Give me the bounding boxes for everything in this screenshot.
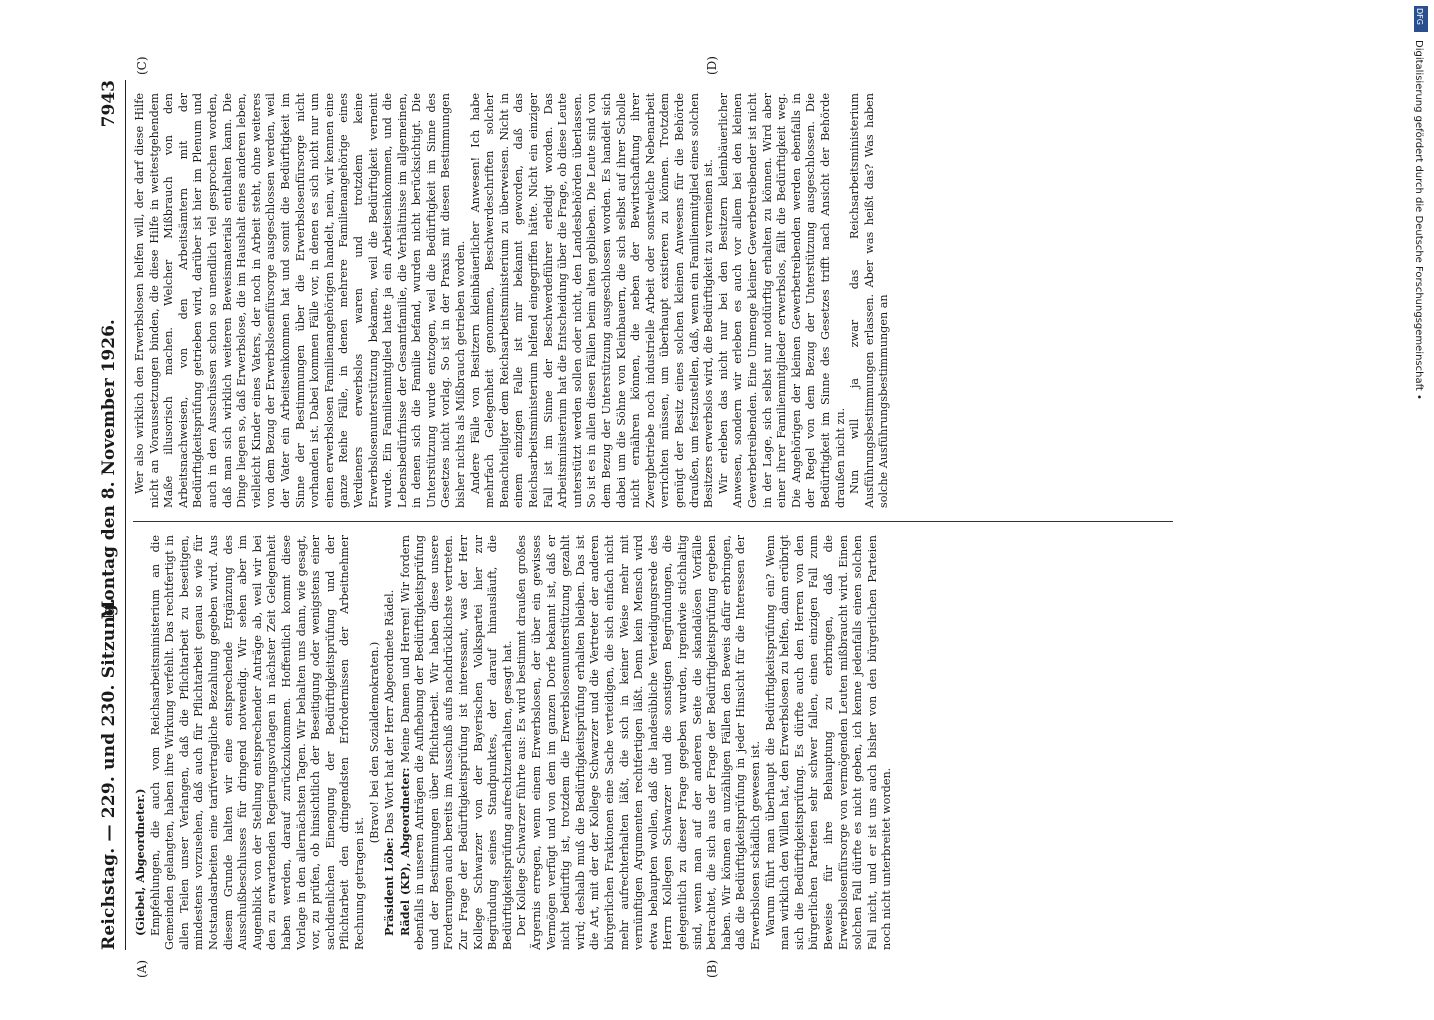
page-header: [95, 80, 125, 950]
right-column-paragraph: [848, 93, 892, 508]
header-rule: [125, 80, 126, 950]
margin-mark-a: (A): [135, 959, 149, 978]
left-column: [133, 535, 895, 950]
digitization-note: [1412, 40, 1428, 1020]
column-separator: [133, 521, 1173, 522]
right-column-paragraph: [469, 93, 717, 508]
margin-mark-d: (D): [705, 56, 719, 75]
left-column-paragraph: [398, 535, 516, 950]
left-column-paragraph: [515, 535, 763, 950]
speaker-name: (Giebel, Abgeordneter.): [133, 788, 147, 936]
header-left: Reichstag. — 229. und 230. Sitzung.: [99, 597, 119, 950]
paragraph-text: Warum führt man überhaupt die Bedürftigkeitsprüfung ein? Wenn man wirklich den Willen hat, den Erwerbslosen zu helfen, dann erübrigt sich die Bedürftigkeitsprüfung. Es dürfte auch den Herren von den bürgerlichen Parteien sehr schwer fallen, einen einzigen Fall zum Beweise für ihre Behauptung zu erbringen, daß die Erwerbslosenfürsorge von vermögenden Leuten mißbraucht wird. Einen solchen Fall dürfte es nicht geben, ich kenne jedenfalls einen solchen Fall nicht, und er ist uns auch bisher von den bürgerlichen Parteien noch nicht unterbreitet worden.: [763, 535, 894, 950]
paragraph-text: Nun will ja zwar das Reichsarbeitsministerium Ausführungsbestimmungen erlassen. Aber was heißt das? Was haben solche Ausführungsbestimmungen an: [848, 93, 891, 508]
right-column: [133, 93, 892, 508]
right-column-paragraph: [133, 93, 469, 508]
right-column-paragraph: [717, 93, 848, 508]
paragraph-text: Empfehlungen, die auch vom Reichsarbeitsministerium an die Gemeinden gelangten, haben ihre Wirkung verfehlt. Das rechtfertigt in allen Teilen unser Verlangen, daß die Pflichtarbeit zu beseitigen, mindestens vorzusehen, daß auch für Pflichtarbeit genau so wie für Notstandsarbeiten eine tarifvertragliche Bezahlung gegeben wird. Aus diesem Grunde halten wir eine entsprechende Ergänzung des Ausschußbeschlusses für dringend notwendig. Wir sehen aber im Augenblick von der Stellung entsprechender Anträge ab, weil wir bei den zu erwartenden Regierungsvorlagen in nächster Zeit Gelegenheit haben werden, darauf zurückzukommen. Hoffentlich kommt diese Vorlage in den allernächsten Tagen. Wir behalten uns dann, wie gesagt, vor, zu prüfen, ob hinsichtlich der Beseitigung oder wenigstens einer sachdienlichen Einengung der Bedürftigkeitsprüfung und der Pflichtarbeit den dringendsten Erfordernissen der Arbeitnehmer Rechnung getragen ist.: [148, 535, 366, 950]
digitization-note-text: Digitalisierung gefördert durch die Deutsche Forschungsgemeinschaft •: [1413, 40, 1424, 400]
paragraph-text: Wer also wirklich den Erwerbslosen helfen will, der darf diese Hilfe nicht an Voraussetzungen binden, die diese Hilfe in weitestgehendem Maße illusorisch machen. Welcher Mißbrauch von den Arbeitsnachweisen, von den Arbeitsämtern mit der Bedürftigkeitsprüfung getrieben wird, darüber ist hier im Plenum und auch in den Ausschüssen schon so unendlich viel gesprochen worden, daß man sich wirklich weiteren Beweismaterials enthalten kann. Die Dinge liegen so, daß Erwerbslose, die im Haushalt eines anderen leben, vielleicht Kinder eines Vaters, der noch in Arbeit steht, ohne weiteres von dem Bezug der Erwerbslosenfürsorge ausgeschlossen werden, weil der Vater ein Arbeitseinkommen hat und somit die Bedürftigkeit im Sinne der Bestimmungen über die Erwerbslosenfürsorge nicht vorhanden ist. Dabei kommen Fälle vor, in denen es sich nicht nur um einen erwerbslosen Familienangehörigen handelt, nein, wir kennen eine ganze Reihe Fälle, in denen mehrere Familienangehörige eines Verdieners erwerbslos waren und trotzdem keine Erwerbslosenunterstützung bekamen, weil die Bedürftigkeit verneint wurde. Ein Familienmitglied hatte ja ein Arbeitseinkommen, und die Lebensbedürfnisse der Gesamtfamilie, die Verhältnisse im allgemeinen, in denen sich die Familie befand, wurden nicht berücksichtigt. Die Unterstützung wurde entzogen, weil die Bedürftigkeit im Sinne des Gesetzes nicht vorlag. So ist in der Praxis mit diesen Bestimmungen bisher nichts als Mißbrauch getrieben worden.: [133, 93, 468, 508]
header-date: Montag den 8. November 1926.: [99, 319, 119, 620]
margin-mark-c: (C): [135, 56, 149, 75]
left-column-paragraph: [382, 535, 398, 950]
document-page: [95, 56, 1395, 978]
left-column-paragraph: [149, 535, 368, 950]
left-column-paragraph: [133, 535, 149, 950]
left-column-paragraph: [764, 535, 895, 950]
paragraph-text: Meine Damen und Herren! Wir fordern ebenfalls in unseren Anträgen die Aufhebung der Bedürftigkeitsprüfung und der Bestimmungen über Pflichtarbeit. Wir haben diese unsere Forderungen auch bereits im Ausschuß aufs nachdrücklichste vertreten. Zur Frage der Bedürftigkeitsprüfung ist interessant, was der Herr Kollege Schwarzer von der Bayerischen Volkspartei hier zur Begründung seines Standpunktes, der darauf hinausläuft, die Bedürftigkeitsprüfung aufrechtzuerhalten, gesagt hat.: [398, 535, 514, 950]
paragraph-text: Andere Fälle von Besitzern kleinbäuerlicher Anwesen! Ich habe mehrfach Gelegenheit genommen, Beschwerdeschriften solcher Benachteiligter dem Reichsarbeitsministerium zu überweisen. Nicht in einem einzigen Falle ist mir bekannt geworden, daß das Reichsarbeitsministerium helfend eingegriffen hätte. Nicht ein einziger Fall ist im Sinne der Beschwerdeführer erledigt worden. Das Arbeitsministerium hat die Entscheidung über die Frage, ob diese Leute unterstützt werden sollen oder nicht, den Landesbehörden überlassen. So ist es in allen diesen Fällen beim alten geblieben. Die Leute sind von dem Bezug der Unterstützung ausgeschlossen worden. Es handelt sich dabei um die Söhne von Kleinbauern, die sich selbst auf ihrer Scholle nicht ernähren können, die neben der Bewirtschaftung ihrer Zwergbetriebe noch industrielle Arbeit oder sonstwelche Nebenarbeit verrichten müssen, um überhaupt existieren zu können. Trotzdem genügt der Besitz eines solchen kleinen Anwesens für die Behörde draußen, um festzustellen, daß, wenn ein Familienmitglied eines solchen Besitzers erwerbslos wird, die Bedürftigkeit zu verneinen ist.: [468, 93, 716, 508]
page-number: 7943: [99, 80, 119, 128]
speaker-name: Präsident Löbe:: [382, 837, 397, 936]
paragraph-text: (Bravo! bei den Sozialdemokraten.): [367, 641, 381, 844]
dfg-badge-text: DFG: [1415, 8, 1424, 25]
header-right: [99, 80, 119, 619]
dfg-logo-badge: [1414, 6, 1428, 32]
left-column-paragraph: [368, 535, 383, 950]
margin-mark-b: (B): [705, 959, 719, 978]
speaker-name: Rädel (KP), Abgeordneter:: [397, 767, 412, 936]
paragraph-text: Das Wort hat der Herr Abgeordnete Rädel.: [383, 589, 397, 834]
paragraph-text: Der Kollege Schwarzer führte aus: Es wird bestimmt draußen großes Ärgernis erregen, wenn einem Erwerbslosen, der über ein gewisses Vermögen verfügt und von dem im ganzen Dorfe bekannt ist, daß er nicht bedürftig ist, trotzdem die Erwerbslosenunterstützung gezahlt wird; deshalb muß die Bedürftigkeitsprüfung erhalten bleiben. Das ist die Art, mit der der Kollege Schwarzer und die Vertreter der anderen bürgerlichen Fraktionen eine Sache verteidigen, die sich einfach nicht mehr aufrechterhalten läßt, die sich in keiner Weise mehr mit vernünftigen Argumenten rechtfertigen läßt. Denn kein Mensch wird etwa behaupten wollen, daß die landesübliche Verteidigungsrede des Herrn Kollegen Schwarzer und die sonstigen Begründungen, die gelegentlich zu dieser Frage gegeben wurden, irgendwie stichhaltig sind, wenn man auf der anderen Seite die skandalösen Vorfälle betrachtet, die sich aus der Frage der Bedürftigkeitsprüfung ergeben haben. Wir können an unzähligen Fällen den Beweis dafür erbringen, daß die Bedürftigkeitsprüfung in jeder Hinsicht für die Interessen der Erwerbslosen schädlich gewesen ist.: [515, 535, 762, 950]
paragraph-text: Wir erleben das nicht nur bei den Besitzern kleinbäuerlicher Anwesen, sondern wir erleben es auch vor allem bei den kleinen Gewerbetreibenden. Eine Unmenge kleiner Gewerbetreibender ist nicht in der Lage, sich selbst nur notdürftig erhalten zu können. Wird aber einer ihrer Familienmitglieder erwerbslos, fällt die Bedürftigkeit weg. Die Angehörigen der kleinen Gewerbetreibenden werden ebenfalls in der Regel von dem Bezug der Unterstützung ausgeschlossen. Die Bedürftigkeit im Sinne des Gesetzes trifft nach Ansicht der Behörde draußen nicht zu.: [716, 93, 847, 508]
